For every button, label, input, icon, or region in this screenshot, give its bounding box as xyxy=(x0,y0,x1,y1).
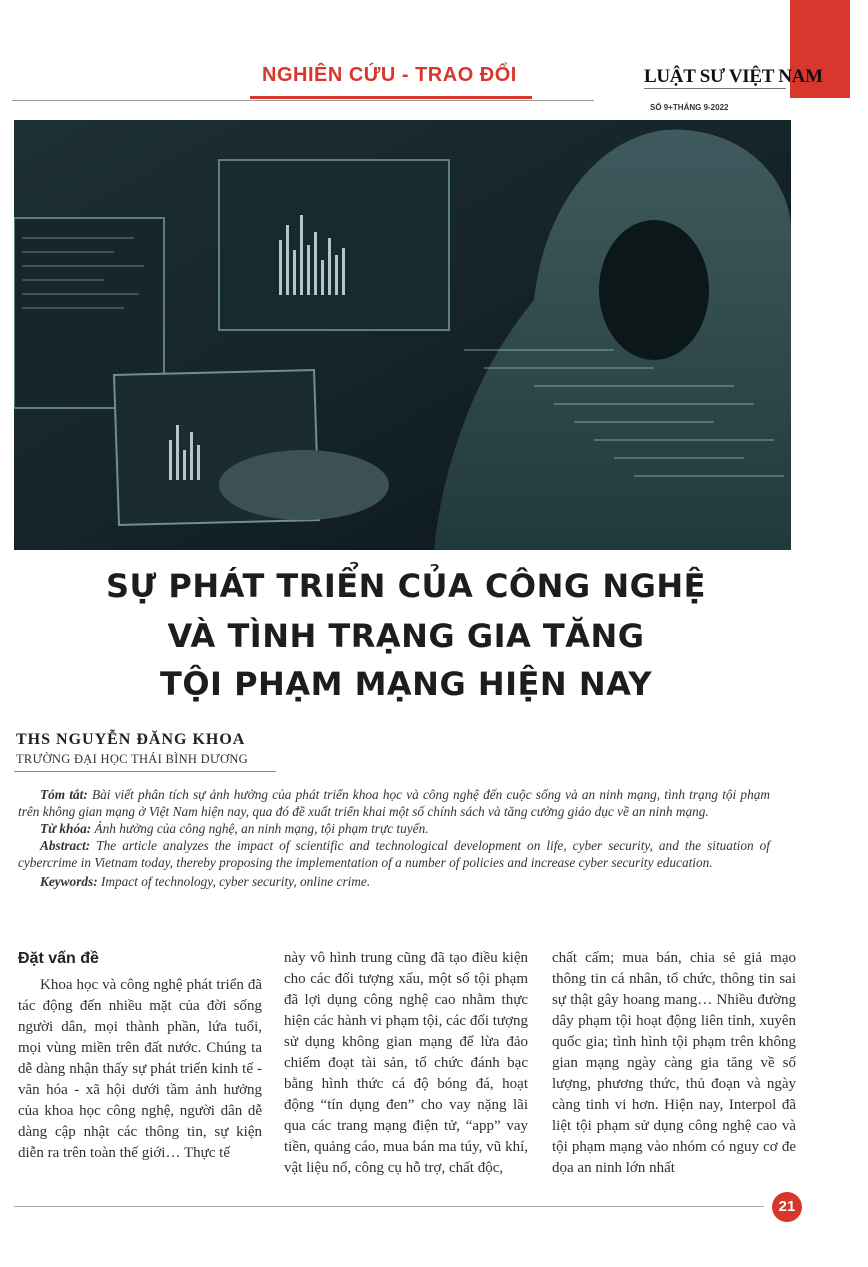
section-underline xyxy=(250,96,532,99)
section-title: NGHIÊN CỨU - TRAO ĐỔI xyxy=(262,64,517,86)
summary-paragraph xyxy=(18,786,770,820)
author-name: THS NGUYỄN ĐĂNG KHOA xyxy=(16,731,246,748)
summary-text: Bài viết phân tích sự ảnh hưởng của phát triển khoa học và công nghệ đến cuộc sống và an ninh mạng, tình trạng tội phạm trên không gian mạng ở Việt Nam hiện nay, qua đó đề xuất triển khai một số chính sách và tăng cường giáo dục về an ninh mạng. xyxy=(18,787,770,819)
article-title-line-1: SỰ PHÁT TRIỂN CỦA CÔNG NGHỆ xyxy=(106,567,706,605)
magazine-rule xyxy=(644,88,786,89)
page-number: 21 xyxy=(772,1192,802,1222)
body-column-3 xyxy=(552,948,796,1179)
article-title-line-3: TỘI PHẠM MẠNG HIỆN NAY xyxy=(160,665,652,703)
article-title-line-2: VÀ TÌNH TRẠNG GIA TĂNG xyxy=(167,617,645,655)
keywords-vi-text: Ảnh hưởng của công nghệ, an ninh mạng, tội phạm trực tuyến. xyxy=(94,821,429,836)
summary-label: Tóm tắt: xyxy=(40,787,88,802)
abstract-en-text: The article analyzes the impact of scientific and technological development on life, cyber security, and the situation of cybercrime in Vietnam today, thereby proposing the implementation of a number of policies and increase cyber security education. xyxy=(18,838,770,870)
affiliation-rule xyxy=(14,771,276,772)
keywords-vi-paragraph xyxy=(18,820,770,837)
hacker-at-computers-photo xyxy=(14,120,791,550)
body-column-1 xyxy=(18,948,262,1164)
hero-image xyxy=(14,120,791,550)
issue-info: SỐ 9+THÁNG 9-2022 xyxy=(650,103,729,112)
body-paragraph: này vô hình trung cũng đã tạo điều kiện cho các đối tượng xấu, một số tội phạm đã lợi dụng công nghệ cao nhằm thực hiện các hành vi phạm tội, các đối tượng sử dụng không gian mạng để lừa đảo chiếm đoạt tài sản, tổ chức đánh bạc bằng hình thức cá độ bóng đá, hoạt động “tín dụng đen” cho vay nặng lãi qua các trang mạng điện tử, “app” vay tiền, quảng cáo, mua bán ma túy, vũ khí, vật liệu nổ, công cụ hỗ trợ, chất độc, xyxy=(284,950,528,1176)
section-heading: Đặt vấn đề xyxy=(18,950,99,967)
keywords-en-paragraph xyxy=(18,873,770,890)
body-paragraph: chất cấm; mua bán, chia sẻ giả mạo thông tin cá nhân, tổ chức, thông tin sai sự thật gây hoang mang… Nhiều đường dây phạm tội hoạt động liên tỉnh, xuyên quốc gia; tình hình tội phạm trên không gian mạng ngày càng gia tăng về số lượng, phương thức, thủ đoạn và ngày càng tinh vi hơn. Hiện nay, Interpol đã liệt tội phạm sử dụng công nghệ cao và tội phạm mạng vào nhóm có nguy cơ đe dọa an ninh lớn nhất xyxy=(552,950,796,1176)
abstract-en-paragraph xyxy=(18,837,770,871)
header-rule xyxy=(12,100,594,101)
keywords-en-label: Keywords: xyxy=(40,874,98,889)
author-affiliation: TRƯỜNG ĐẠI HỌC THÁI BÌNH DƯƠNG xyxy=(16,752,248,766)
body-paragraph: Khoa học và công nghệ phát triển đã tác động đến nhiều mặt của đời sống người dân, mọi thành phần, lứa tuổi, mọi vùng miền trên đất nước. Chúng ta dễ dàng nhận thấy sự phát triển kinh tế - văn hóa - xã hội dưới tầm ảnh hưởng của khoa học công nghệ, người dân dễ dàng cập nhật các thông tin, sự kiện diễn ra trên toàn thế giới… Thực tế xyxy=(18,977,262,1161)
abstract-block xyxy=(18,786,770,890)
footer-rule xyxy=(14,1206,764,1207)
keywords-en-text: Impact of technology, cyber security, online crime. xyxy=(100,874,371,889)
body-column-2 xyxy=(284,948,528,1179)
keywords-vi-label: Từ khóa: xyxy=(40,821,92,836)
magazine-name: LUẬT SƯ VIỆT NAM xyxy=(644,66,823,87)
abstract-en-label: Abstract: xyxy=(40,838,91,853)
